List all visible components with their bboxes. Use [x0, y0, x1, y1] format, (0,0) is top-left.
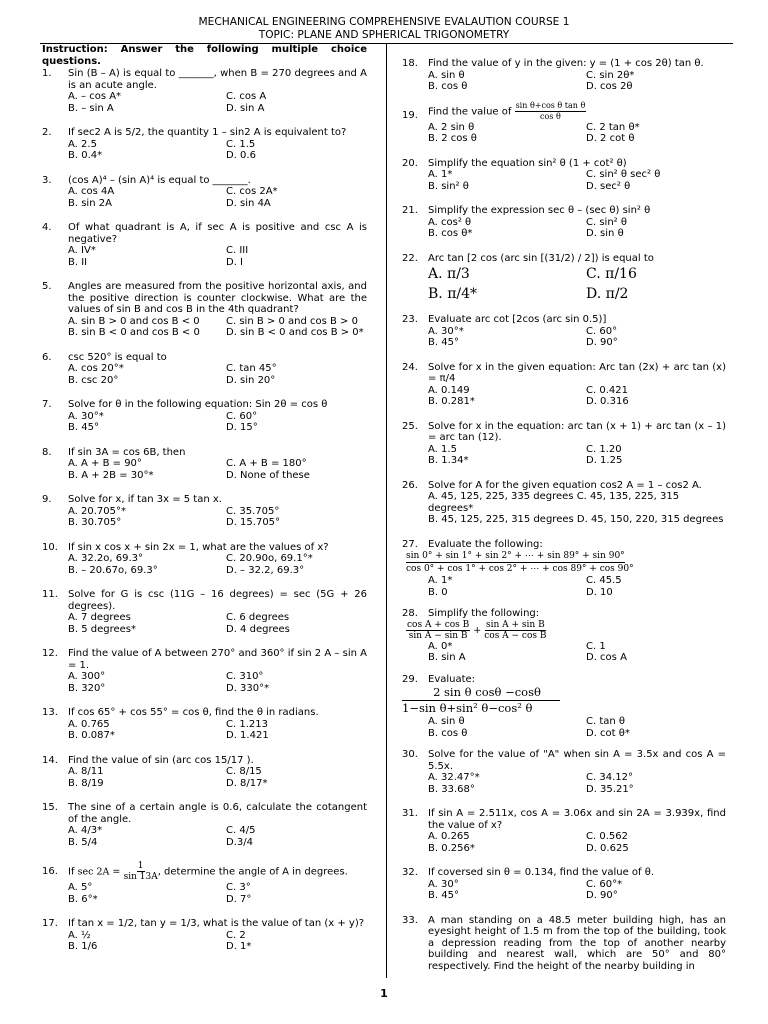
question-text: If coversed sin θ = 0.134, find the value of θ.	[428, 867, 655, 878]
denominator: cos θ	[540, 111, 561, 121]
option-d: D. 2 cot θ	[586, 133, 635, 144]
option-a: A. 4/3*	[68, 825, 103, 836]
plus-sign: +	[473, 624, 482, 636]
numerator: sin θ+cos θ tan θ	[515, 100, 586, 110]
question-number: 28.	[402, 608, 418, 619]
question-20	[402, 158, 726, 193]
option-b: B. 45°	[428, 890, 459, 901]
option-d: D.3/4	[226, 836, 253, 848]
right-column	[402, 44, 726, 985]
option-b: B. 6°*	[68, 893, 98, 905]
option-d: D. sin 4A	[226, 197, 271, 209]
option-d: D. 15°	[226, 422, 258, 433]
option-d: D. 330°*	[226, 682, 270, 694]
option-d: D. 0.316	[586, 396, 629, 407]
option-c: C. 20.90o, 69.1°*	[226, 553, 313, 564]
fraction	[515, 101, 587, 122]
option-c: C. 310°	[226, 671, 264, 682]
question-text: If sin x cos x + sin 2x = 1, what are the values of x?	[68, 541, 329, 553]
option-b: B. 2 cos θ	[428, 133, 477, 144]
page-number: 1	[380, 987, 388, 1000]
question-text: Simplify the expression sec θ – (sec θ) sin² θ	[428, 205, 651, 216]
option-a: A. 30°*	[68, 410, 104, 422]
question-13	[42, 707, 367, 742]
option-b: B. 0.4*	[68, 150, 103, 161]
option-c: C. 0.421	[586, 384, 628, 396]
question-suffix: , determine the angle of A in degrees.	[157, 866, 348, 878]
question-number: 13.	[42, 707, 58, 718]
option-d: D. 1.421	[226, 730, 269, 741]
question-number: 29.	[402, 673, 418, 685]
course-title: MECHANICAL ENGINEERING COMPREHENSIVE EVALAUTION COURSE 1	[198, 16, 570, 28]
option-d: D. 1.25	[586, 455, 623, 466]
question-25	[402, 421, 726, 467]
question-text: Find the value of A between 270° and 360° if sin 2 A – sin A = 1.	[68, 648, 367, 671]
option-a: A. IV*	[68, 245, 96, 256]
option-b: B. – 20.67o, 69.3°	[68, 564, 158, 576]
question-3	[42, 175, 367, 210]
option-c: C. 3°	[226, 882, 251, 893]
option-d: D. sin A	[226, 102, 265, 114]
question-number: 9.	[42, 494, 52, 505]
topic-title: TOPIC: PLANE AND SPHERICAL TRIGONOMETRY	[258, 29, 510, 41]
option-b: B. 5/4	[68, 836, 98, 848]
option-d: D. 90°	[586, 337, 618, 348]
fraction-2	[484, 620, 546, 641]
option-b: B. 45°	[428, 337, 459, 348]
option-c: C. III	[226, 245, 249, 256]
option-a: A. 32.47°*	[428, 772, 480, 783]
question-23	[402, 314, 726, 349]
option-d: D. sec² θ	[586, 180, 631, 192]
option-a: A. A + B = 90°	[68, 458, 142, 469]
option-c: C. 1.5	[226, 138, 256, 150]
option-a: A. cos 4A	[68, 186, 115, 197]
option-d: D. cos A	[586, 652, 627, 663]
question-1	[42, 68, 367, 114]
option-b: B. 0.281*	[428, 396, 475, 407]
option-d: D. sin 20°	[226, 374, 276, 386]
option-a: A. 2 sin θ	[428, 121, 475, 133]
option-b: B. 0.087*	[68, 730, 115, 741]
option-b: B. cos θ*	[428, 228, 473, 239]
question-text: Solve for the value of "A" when sin A = 3.5x and cos A = 5.5x.	[428, 749, 726, 772]
option-b: B. II	[68, 256, 88, 268]
question-number: 5.	[42, 281, 52, 292]
option-c: C. sin² θ	[586, 216, 627, 228]
option-a: A. sin θ	[428, 716, 465, 727]
option-b: B. 0.256*	[428, 842, 475, 854]
numerator: cos A + cos B	[407, 619, 470, 630]
option-a: A. sin B > 0 and cos B < 0	[68, 315, 200, 327]
question-text: The sine of a certain angle is 0.6, calculate the cotangent of the angle.	[68, 802, 367, 825]
option-b: B. 33.68°	[428, 783, 475, 795]
option-d: D. 0.625	[586, 842, 629, 854]
question-number: 23.	[402, 314, 418, 325]
question-number: 30.	[402, 749, 418, 760]
option-a: A. 20.705°*	[68, 505, 127, 517]
option-c: C. tan 45°	[226, 363, 277, 374]
question-number: 3.	[42, 174, 52, 186]
question-14	[42, 755, 367, 790]
column-divider	[386, 43, 387, 978]
question-number: 12.	[42, 648, 58, 659]
option-a: A. 0*	[428, 640, 453, 652]
option-b: B. 30.705°	[68, 517, 122, 528]
option-c: C. 34.12°	[586, 772, 633, 783]
question-18	[402, 58, 726, 93]
question-22	[402, 253, 726, 305]
option-a: A. 1.5	[428, 443, 457, 455]
numerator: sin A + sin B	[486, 619, 545, 630]
option-a: A. π/3	[428, 266, 470, 282]
option-d: D. None of these	[226, 469, 310, 481]
option-d: D. I	[226, 256, 244, 268]
question-9	[42, 494, 367, 529]
option-d: D. 90°	[586, 890, 618, 901]
option-a: A. 7 degrees	[68, 612, 131, 623]
question-number: 6.	[42, 351, 52, 363]
equation-lhs: sec 2A =	[77, 866, 121, 878]
question-text: A man standing on a 48.5 meter building high, has an eyesight height of 1.5 m from the top of the building, took a depression reading from the top of another nearby building and nearest wall, which are 50° and 80° respectively. Find the height of the nearby building in	[428, 914, 726, 972]
option-d: D. cot θ*	[586, 727, 630, 739]
option-d: D. 1*	[226, 941, 252, 952]
question-number: 25.	[402, 420, 418, 432]
numerator: 2 sin θ cosθ −cosθ	[433, 685, 541, 699]
option-d: D. 7°	[226, 893, 252, 905]
question-number: 15.	[42, 802, 58, 813]
question-number: 2.	[42, 127, 52, 138]
question-text: Simplify the equation sin² θ (1 + cot² θ)	[428, 157, 627, 169]
option-c: C. 6 degrees	[226, 612, 290, 623]
option-a: A. 30°	[428, 878, 459, 890]
option-d: D. 8/17*	[226, 777, 268, 789]
question-number: 8.	[42, 446, 52, 458]
option-a: A. 300°	[68, 671, 106, 682]
question-text: (cos A)⁴ – (sin A)⁴ is equal to _______.	[68, 174, 251, 186]
question-31	[402, 808, 726, 854]
question-32	[402, 867, 726, 902]
question-text: Solve for x, if tan 3x = 5 tan x.	[68, 494, 222, 505]
option-c: C. 60°*	[586, 878, 623, 890]
option-b: B. 1/6	[68, 941, 98, 952]
question-text: Solve for x in the given equation: Arc tan (2x) + arc tan (x) = π/4	[428, 361, 726, 384]
option-b: B. cos θ	[428, 81, 468, 92]
options-a-c: A. 45, 125, 225, 335 degrees C. 45, 135, 225, 315 degrees*	[428, 491, 680, 514]
question-text: Solve for x in the equation: arc tan (x + 1) + arc tan (x – 1) = arc tan (12).	[428, 420, 726, 443]
fraction	[406, 550, 726, 575]
option-c: C. tan θ	[586, 716, 626, 727]
document-header	[0, 16, 768, 42]
question-29	[402, 674, 726, 740]
question-text: Solve for θ in the following equation: Sin 2θ = cos θ	[68, 399, 328, 410]
option-d: D. – 32.2, 69.3°	[226, 564, 305, 576]
option-c: C. 2	[226, 929, 246, 941]
option-c: C. sin B > 0 and cos B > 0	[226, 315, 358, 327]
denominator: cos A − cos B	[484, 630, 547, 641]
option-a: A. 30°*	[428, 325, 464, 337]
question-number: 11.	[42, 589, 58, 600]
option-c: C. A + B = 180°	[226, 458, 307, 469]
question-text: Arc tan [2 cos (arc sin [(31/2) / 2]) is equal to	[428, 252, 654, 264]
question-27	[402, 539, 726, 599]
option-b: B. sin A	[428, 652, 466, 663]
option-b: B. csc 20°	[68, 374, 119, 386]
option-a: A. 32.2o, 69.3°	[68, 553, 144, 564]
question-number: 16.	[42, 865, 58, 877]
question-text: Sin (B – A) is equal to _______, when B = 270 degrees and A is an acute angle.	[68, 68, 367, 91]
numerator: sin 0° + sin 1° + sin 2° + ⋯ + sin 89° + sin 90°	[406, 551, 625, 561]
question-text	[68, 861, 367, 882]
question-5	[42, 281, 367, 339]
option-b: B. 45°	[68, 422, 99, 433]
option-a: A. sin θ	[428, 69, 465, 81]
option-c: C. 60°	[586, 325, 618, 337]
option-c: C. sin 2θ*	[586, 69, 635, 81]
option-c: C. 8/15	[226, 766, 262, 777]
option-b: B. sin² θ	[428, 180, 469, 192]
question-number: 24.	[402, 361, 418, 373]
option-a: A. 1*	[428, 169, 453, 180]
option-a: A. 0.149	[428, 384, 470, 396]
question-text	[428, 101, 726, 122]
question-number: 31.	[402, 808, 418, 819]
option-c: C. cos 2A*	[226, 186, 278, 197]
instruction: Instruction: Answer the following multiple choice questions.	[42, 44, 367, 67]
question-24	[402, 362, 726, 408]
option-c: C. 1.20	[586, 443, 622, 455]
options-b-d: B. 45, 125, 225, 315 degrees D. 45, 150, 220, 315 degrees	[428, 514, 724, 525]
question-number: 26.	[402, 479, 418, 491]
option-d: D. π/2	[586, 286, 629, 302]
question-number: 33.	[402, 914, 418, 926]
option-d: D. 15.705°	[226, 517, 281, 528]
option-a: A. 0.265	[428, 831, 470, 842]
option-b: B. sin B < 0 and cos B < 0	[68, 327, 200, 338]
option-a: A. 2.5	[68, 138, 97, 150]
option-a: A. cos 20°*	[68, 363, 124, 374]
question-number: 1.	[42, 68, 52, 79]
question-number: 27.	[402, 538, 418, 550]
option-c: C. sin² θ sec² θ	[586, 169, 661, 180]
question-number: 22.	[402, 252, 418, 264]
option-b: B. 320°	[68, 682, 106, 694]
option-a: A. 0.765	[68, 718, 110, 730]
option-d: D. cos 2θ	[586, 81, 633, 92]
question-number: 18.	[402, 58, 418, 69]
question-number: 19.	[402, 110, 418, 121]
option-c: C. 0.562	[586, 831, 628, 842]
question-text: Evaluate:	[428, 673, 476, 685]
question-text: If sin 3A = cos 6B, then	[68, 446, 186, 458]
left-column	[42, 44, 367, 966]
question-19	[402, 101, 726, 145]
question-text: Angles are measured from the positive horizontal axis, and the positive direction is counter clockwise. What are the values of sin B and cos B in the 4th quadrant?	[68, 281, 367, 315]
question-text: If sec2 A is 5/2, the quantity 1 – sin2 A is equivalent to?	[68, 127, 347, 138]
option-c: C. π/16	[586, 266, 637, 282]
question-7	[42, 399, 367, 434]
option-a: A. 5°	[68, 882, 93, 893]
question-text: Simplify the following:	[428, 608, 540, 619]
option-c: C. cos A	[226, 91, 267, 102]
option-c: C. 1.213	[226, 718, 268, 730]
option-b: B. – sin A	[68, 102, 114, 114]
denominator: 1−sin θ+sin² θ−cos² θ	[402, 700, 560, 716]
option-a: A. ½	[68, 929, 91, 941]
question-21	[402, 205, 726, 240]
question-12	[42, 648, 367, 694]
question-2	[42, 127, 367, 162]
option-d: D. sin B < 0 and cos B > 0*	[226, 327, 364, 338]
option-b: B. 5 degrees*	[68, 623, 137, 635]
question-text: If sin A = 2.511x, cos A = 3.06x and sin 2A = 3.939x, find the value of x?	[428, 808, 726, 831]
option-c: C. 1	[586, 640, 606, 652]
option-c: C. 45.5	[586, 575, 622, 586]
denominator: cos 0° + cos 1° + cos 2° + ⋯ + cos 89° + cos 90°	[406, 564, 634, 574]
question-number: 4.	[42, 222, 52, 233]
question-text: If tan x = 1/2, tan y = 1/3, what is the value of tan (x + y)?	[68, 918, 365, 929]
question-text: Find the value of y in the given: y = (1 + cos 2θ) tan θ.	[428, 58, 704, 69]
option-d: D. 4 degrees	[226, 623, 290, 635]
question-text: If cos 65° + cos 55° = cos θ, find the θ in radians.	[68, 707, 319, 718]
question-number: 17.	[42, 918, 58, 929]
question-33	[402, 915, 726, 973]
question-6	[42, 352, 367, 387]
option-b: B. 8/19	[68, 777, 104, 789]
question-text: Of what quadrant is A, if sec A is positive and csc A is negative?	[68, 222, 367, 245]
question-text: Solve for A for the given equation cos2 A = 1 – cos2 A.	[428, 479, 702, 491]
expression	[406, 620, 726, 641]
question-26	[402, 480, 726, 526]
option-d: D. 0.6	[226, 150, 256, 161]
option-c: C. 35.705°	[226, 505, 280, 517]
option-a: A. – cos A*	[68, 91, 122, 102]
fraction	[402, 685, 726, 716]
option-b: B. A + 2B = 30°*	[68, 469, 154, 481]
question-28	[402, 608, 726, 664]
question-text: Find the value of sin (arc cos 15/17 ).	[68, 754, 254, 766]
question-text: Evaluate arc cot [2cos (arc sin 0.5)]	[428, 314, 607, 325]
option-c: C. 60°	[226, 410, 258, 422]
option-a: A. cos² θ	[428, 216, 472, 228]
denominator: sin 13A	[123, 872, 158, 882]
denominator: sin A − sin B	[408, 630, 468, 641]
question-number: 20.	[402, 157, 418, 169]
question-number: 14.	[42, 754, 58, 766]
fraction-1	[406, 620, 470, 641]
option-b: B. π/4*	[428, 286, 478, 302]
question-11	[42, 589, 367, 635]
option-b: B. 0	[428, 586, 448, 598]
question-17	[42, 918, 367, 953]
question-8	[42, 447, 367, 482]
question-10	[42, 542, 367, 577]
option-b: B. 1.34*	[428, 455, 469, 466]
question-text: csc 520° is equal to	[68, 351, 167, 363]
option-b: B. cos θ	[428, 727, 468, 739]
option-d: D. 10	[586, 586, 613, 598]
question-number: 10.	[42, 541, 58, 553]
question-number: 7.	[42, 399, 52, 410]
option-d: D. 35.21°	[586, 783, 634, 795]
option-c: C. 2 tan θ*	[586, 121, 640, 133]
question-16	[42, 861, 367, 905]
option-c: C. 4/5	[226, 825, 256, 836]
option-d: D. sin θ	[586, 228, 624, 239]
question-text: Evaluate the following:	[428, 538, 543, 550]
question-text: Solve for G is csc (11G – 16 degrees) = sec (5G + 26 degrees).	[68, 589, 367, 612]
option-a: A. 8/11	[68, 766, 104, 777]
question-prefix: Find the value of	[428, 106, 512, 117]
question-4	[42, 222, 367, 268]
question-15	[42, 802, 367, 848]
question-prefix: If	[68, 866, 75, 878]
question-30	[402, 749, 726, 795]
question-number: 32.	[402, 867, 418, 878]
question-number: 21.	[402, 205, 418, 216]
numerator: 1	[137, 861, 144, 871]
fraction	[124, 861, 158, 882]
option-b: B. sin 2A	[68, 197, 112, 209]
option-a: A. 1*	[428, 575, 453, 586]
